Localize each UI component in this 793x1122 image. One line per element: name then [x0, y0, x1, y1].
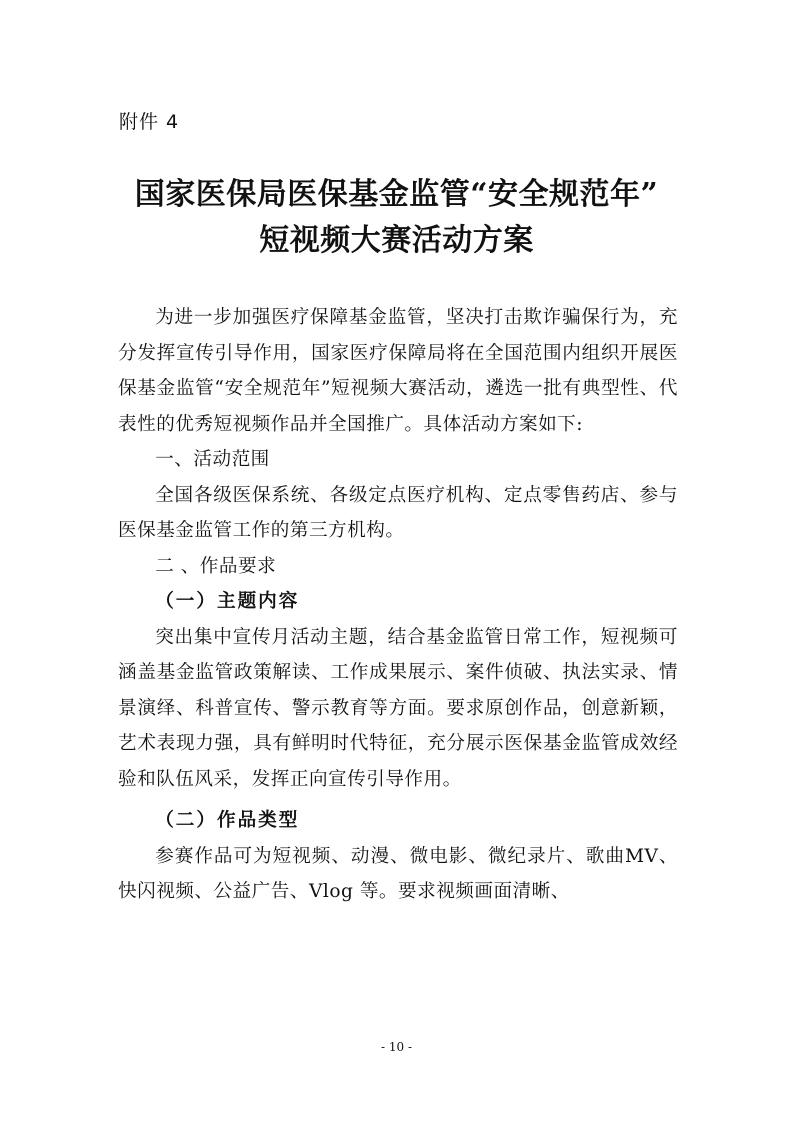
- section-heading-requirements: 二 、作品要求: [155, 555, 277, 577]
- subsection-heading-theme: （一）主题内容: [155, 591, 300, 612]
- document-title: [0, 172, 793, 264]
- subsection-heading-types: （二）作品类型: [155, 810, 300, 831]
- title-line-2: 短视频大赛活动方案: [259, 223, 534, 258]
- types-paragraph: 参赛作品可为短视频、动漫、微电影、微纪录片、歌曲MV、快闪视频、公益广告、Vlog 等。要求视频画面清晰、: [118, 845, 678, 902]
- section-heading-scope: 一、活动范围: [155, 449, 270, 470]
- title-line-1: 国家医保局医保基金监管“安全规范年”: [134, 177, 659, 212]
- document-body: [118, 300, 678, 910]
- theme-paragraph: 突出集中宣传月活动主题，结合基金监管日常工作，短视频可涵盖基金监管政策解读、工作成果展示、案件侦破、执法实录、情景演绎、科普宣传、警示教育等方面。要求原创作品，创意新颖，艺术表现力强，具有鲜明时代特征，充分展示医保基金监管成效经验和队伍风采，发挥正向宣传引导作用。: [118, 626, 678, 790]
- page-number: - 10 -: [380, 1040, 412, 1054]
- scope-paragraph: 全国各级医保系统、各级定点医疗机构、定点零售药店、参与医保基金监管工作的第三方机构。: [118, 484, 678, 541]
- attachment-label: 附件 4: [119, 111, 180, 133]
- intro-paragraph: 为进一步加强医疗保障基金监管，坚决打击欺诈骗保行为，充分发挥宣传引导作用，国家医疗保障局将在全国范围内组织开展医保基金监管“安全规范年”短视频大赛活动，遴选一批有典型性、代表性的优秀短视频作品并全国推广。具体活动方案如下:: [118, 307, 678, 435]
